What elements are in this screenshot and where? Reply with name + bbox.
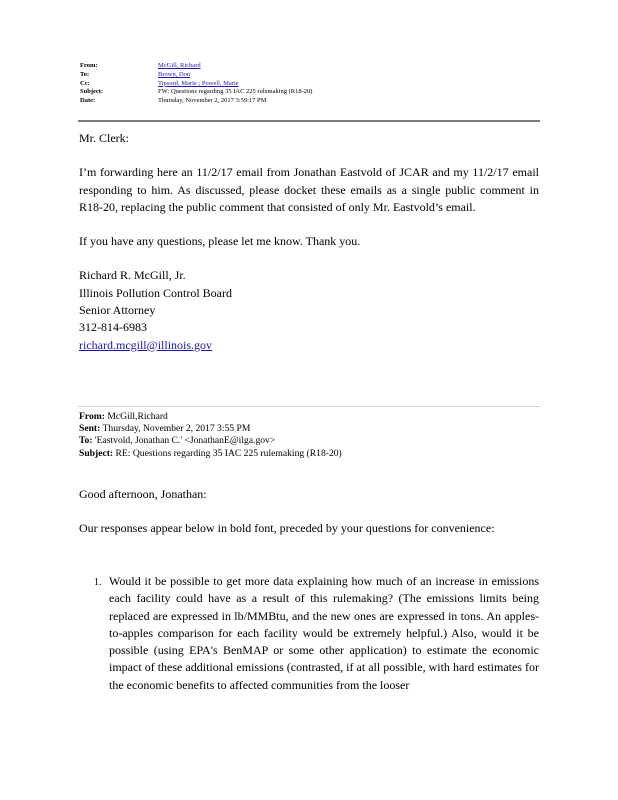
- forward-email-header: [80, 62, 540, 106]
- list-item-number: 1.: [94, 577, 102, 588]
- header-subject-value: FW: Questions regarding 35 IAC 225 rulemaking (R18-20): [158, 88, 313, 96]
- reply-intro: Our responses appear below in bold font, preceded by your questions for convenience:: [79, 521, 495, 536]
- header-cc-row: [80, 80, 540, 89]
- header-to-label: To:: [80, 70, 90, 78]
- header-date-row: [80, 97, 540, 106]
- header-divider: [78, 120, 540, 122]
- signature-org: Illinois Pollution Control Board: [79, 285, 233, 300]
- signature-phone: 312-814-6983: [79, 320, 147, 335]
- reply-from-row: From: McGill,Richard: [79, 411, 168, 422]
- signature-block: [79, 267, 539, 353]
- header-subject-row: [80, 88, 540, 97]
- forward-body: [79, 130, 539, 354]
- reply-subject-row: Subject: RE: Questions regarding 35 IAC 225 rulemaking (R18-20): [79, 447, 342, 459]
- forward-paragraph-1: I’m forwarding here an 11/2/17 email from Jonathan Eastvold of JCAR and my 11/2/17 email responding to him. As discussed, please docket these emails as a single public comment in R18-20, replacing the public comment that consisted of only Mr. Eastvold’s email.: [79, 165, 539, 214]
- header-to-value[interactable]: Brown, Don: [158, 70, 191, 78]
- forward-salutation: Mr. Clerk:: [79, 131, 129, 145]
- header-date-value: Thursday, November 2, 2017 3:59:17 PM: [158, 97, 267, 105]
- header-cc-value[interactable]: Tipsord, Marie ; Powell, Marie: [158, 79, 239, 87]
- header-from-row: [80, 62, 540, 71]
- reply-from-value: McGill,Richard: [107, 411, 168, 422]
- forward-paragraph-2: If you have any questions, please let me know. Thank you.: [79, 234, 361, 249]
- header-from-label: From:: [80, 62, 98, 69]
- reply-email-header: [79, 411, 539, 460]
- list-item: [94, 573, 539, 694]
- reply-to-row: To: 'Eastvold, Jonathan C.' <JonathanE@ilga.gov>: [79, 435, 276, 447]
- reply-greeting: Good afternoon, Jonathan:: [79, 487, 207, 501]
- reply-sent-row: Sent: Thursday, November 2, 2017 3:55 PM: [79, 423, 251, 435]
- reply-body: [79, 486, 539, 538]
- reply-divider: [78, 406, 540, 407]
- list-item-text: Would it be possible to get more data explaining how much of an increase in emissions each facility could have as a result of this rulemaking? (The emissions limits being replaced are expressed in lb/MMBtu, and the new ones are expressed in tons. An apples-to-apples comparison for each facility would be extremely helpful.) Also, would it be possible (using EPA's BenMAP or some other application) to estimate the economic impact of these additional emissions (contrasted, if at all possible, with hard estimates for the economic benefits to affected communities from the looser: [109, 574, 539, 692]
- reply-sent-value: Thursday, November 2, 2017 3:55 PM: [102, 423, 251, 435]
- header-cc-label: Cc:: [80, 79, 90, 87]
- header-subject-label: Subject:: [80, 88, 104, 96]
- signature-title: Senior Attorney: [79, 303, 156, 318]
- reply-to-value: 'Eastvold, Jonathan C.' <JonathanE@ilga.gov>: [94, 435, 276, 447]
- header-from-value[interactable]: McGill, Richard: [158, 62, 201, 69]
- header-to-row: [80, 71, 540, 80]
- reply-subject-value: RE: Questions regarding 35 IAC 225 rulemaking (R18-20): [115, 447, 342, 459]
- header-date-label: Date:: [80, 97, 96, 105]
- question-list: [94, 573, 539, 694]
- signature-email-link[interactable]: richard.mcgill@illinois.gov: [79, 337, 213, 352]
- signature-name: Richard R. McGill, Jr.: [79, 268, 186, 283]
